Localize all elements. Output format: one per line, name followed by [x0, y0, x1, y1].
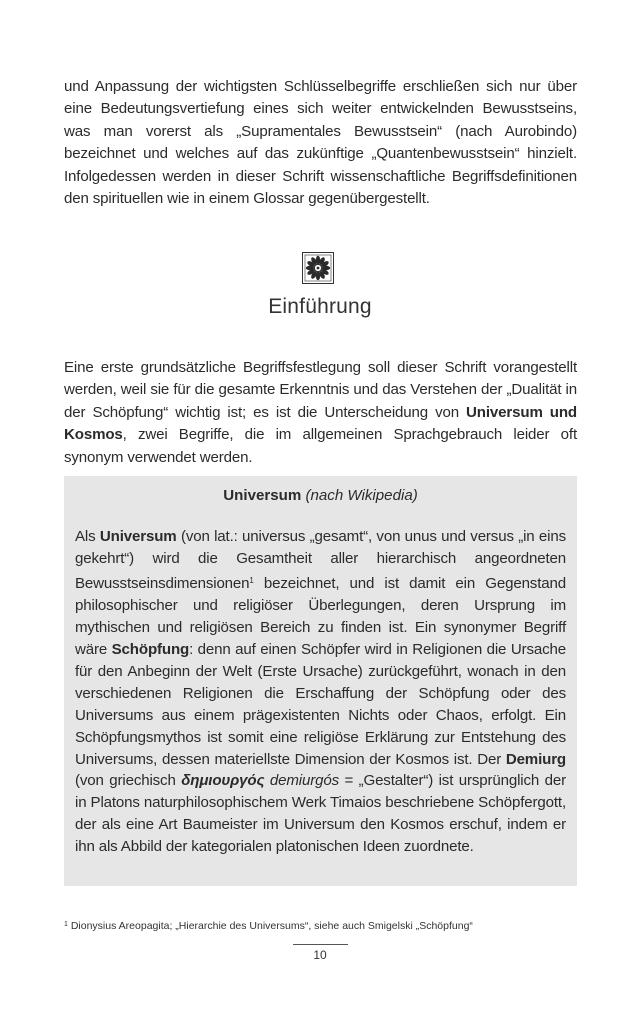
page-number: 10: [313, 948, 327, 962]
box-title-term: Universum: [223, 487, 302, 504]
box-title-source: (nach Wikipedia): [305, 487, 418, 504]
footnote-marker: 1: [249, 575, 254, 585]
section-heading: Einführung: [268, 295, 372, 318]
box-text: = „Gestalter“) ist ursprünglich der in Platons naturphilosophischem Werk Timaios beschriebene Schöpfergott, der als eine Art Baumeister im Universum den Kosmos erschuf, indem er ihn als Abbild der kategorialen platonischen Ideen zuordnete.: [75, 772, 566, 856]
box-text: bezeichnet, und ist damit ein Gegenstand philosophischer und religiöser Überlegungen, deren Ursprung im mythischen und religiösen Bereich zu finden ist. Ein synonymer Begriff wäre: [75, 574, 566, 658]
bold-term: Demiurg: [505, 750, 566, 768]
paragraph-text: Eine erste grundsätzliche Begriffsfestlegung soll dieser Schrift vorangestellt werden, weil sie für die gesamte Erkenntnis und das Verstehen der „Dualität in der Schöpfung“ wichtig ist; es ist die Unterscheidung von: [64, 359, 577, 421]
flower-ornament-icon: [302, 252, 334, 284]
greek-term: δημιουργός: [181, 772, 265, 790]
footnote: [64, 920, 473, 932]
box-title: [64, 485, 577, 507]
intro-paragraph: und Anpassung der wichtigsten Schlüsselbegriffe erschließen sich nur über eine Bedeutungsvertiefung eines sich weiter entwickelnden Bewusstseins, was man vorerst als „Supramentales Bewusstsein“ (nach Aurobindo) bezeichnet und welches auf das zukünftige „Quantenbewusstsein“ hinzielt. Infolgedessen werden in dieser Schrift wissenschaftliche Begriffsdefinitionen den spirituellen wie in einem Glossar gegenübergestellt.: [64, 78, 577, 208]
box-text: Als: [75, 528, 100, 545]
italic-term: demiurgós: [269, 772, 339, 790]
box-text: : denn auf einen Schöpfer wird in Religionen die Ursache für den Anbeginn der Welt (Erste Ursache) zurückgeführt, wonach in den verschiedenen Religionen die Erschaffung der Schöpfung oder des Universums aus einem prägexistenten Nichts oder Chaos, erfolgt. Ein Schöpfungsmythos ist somit eine religiöse Erklärung zur Entstehung des Universums, dessen materiellste Dimension der Kosmos ist. Der: [75, 640, 566, 768]
section-paragraph: [64, 357, 577, 469]
bold-term: Schöpfung: [111, 640, 190, 658]
footnote-text: Dionysius Areopagita; „Hierarchie des Universums“, siehe auch Smigelski „Schöpfung“: [67, 920, 473, 932]
box-paragraph: [75, 526, 566, 858]
definition-box: [64, 476, 577, 886]
footnote-number: 1: [64, 921, 68, 928]
bold-term: Universum und Kosmos: [64, 403, 577, 444]
page-number-rule: [293, 944, 348, 945]
bold-term: Universum: [99, 528, 177, 545]
paragraph-text: , zwei Begriffe, die im allgemeinen Sprachgebrauch leider oft synonym verwendet werden.: [64, 426, 577, 466]
box-text: (von griechisch: [75, 772, 182, 790]
box-text: (von lat.: universus „gesamt“, von unus und versus „in eins gekehrt“) wird die Gesamtheit aller hierarchisch angeordneten Bewusstseinsdimensionen: [75, 528, 567, 592]
